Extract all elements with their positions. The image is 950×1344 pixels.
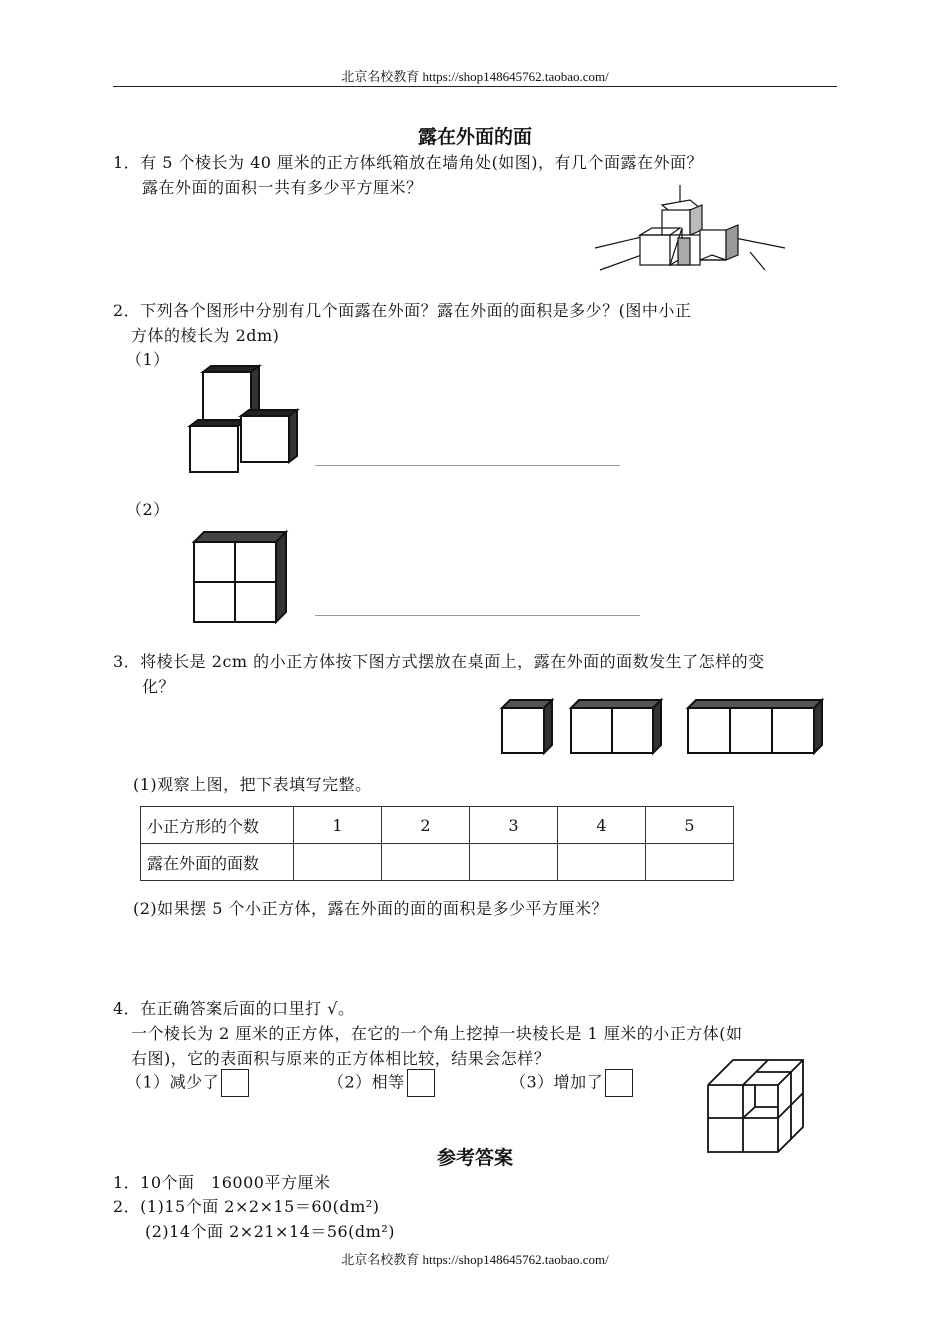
page-header: 北京名校教育 https://shop148645762.taobao.com/ bbox=[341, 69, 609, 84]
q4-option-2-checkbox[interactable] bbox=[407, 1069, 435, 1097]
table-answer-cell[interactable] bbox=[558, 844, 646, 881]
q3-part1: (1)观察上图，把下表填写完整。 bbox=[133, 775, 372, 794]
table-cell: 2 bbox=[382, 807, 470, 844]
table-cell: 1 bbox=[294, 807, 382, 844]
answer-2: 2．(1)15个面 2×2×15＝60(dm²) bbox=[113, 1197, 380, 1216]
q3-line2: 化？ bbox=[142, 677, 176, 696]
q2-answer-line-2 bbox=[315, 615, 640, 616]
q4-option-1[interactable] bbox=[126, 1069, 249, 1097]
page-title: 露在外面的面 bbox=[417, 126, 532, 148]
table-row bbox=[141, 807, 734, 844]
q4-option-3-label: （3）增加了 bbox=[510, 1072, 604, 1092]
q2-sub1-label: （1） bbox=[126, 350, 170, 369]
q2-figure-2 bbox=[190, 530, 290, 625]
q4-cube-figure bbox=[705, 1055, 810, 1157]
q4-option-3-checkbox[interactable] bbox=[605, 1069, 633, 1097]
q2-answer-line-1 bbox=[315, 465, 620, 466]
table-cell: 3 bbox=[470, 807, 558, 844]
q1-line1: 1．有 5 个棱长为 40 厘米的正方体纸箱放在墙角处(如图)，有几个面露在外面？ bbox=[113, 153, 704, 172]
q1-line2: 露在外面的面积一共有多少平方厘米？ bbox=[142, 178, 423, 197]
q4-line1: 4．在正确答案后面的口里打 √。 bbox=[113, 999, 355, 1018]
q4-option-1-label: （1）减少了 bbox=[126, 1072, 220, 1092]
q4-option-2[interactable] bbox=[328, 1069, 435, 1097]
q2-sub2-label: （2） bbox=[126, 500, 170, 519]
q3-cubes-figure bbox=[498, 696, 838, 758]
q2-line2: 方体的棱长为 2dm) bbox=[131, 326, 280, 345]
table-cell: 4 bbox=[558, 807, 646, 844]
q3-line1: 3．将棱长是 2cm 的小正方体按下图方式摆放在桌面上，露在外面的面数发生了怎样的变 bbox=[113, 652, 765, 671]
table-answer-cell[interactable] bbox=[294, 844, 382, 881]
q4-option-3[interactable] bbox=[510, 1069, 633, 1097]
q4-option-1-checkbox[interactable] bbox=[221, 1069, 249, 1097]
q2-figure-1 bbox=[185, 364, 300, 476]
q4-line3: 右图)，它的表面积与原来的正方体相比较，结果会怎样？ bbox=[131, 1049, 551, 1068]
table-answer-cell[interactable] bbox=[646, 844, 734, 881]
page-footer: 北京名校教育 https://shop148645762.taobao.com/ bbox=[341, 1252, 609, 1267]
table-row bbox=[141, 844, 734, 881]
answer-2b: (2)14个面 2×21×14＝56(dm²) bbox=[145, 1222, 395, 1241]
q3-part2: (2)如果摆 5 个小正方体，露在外面的面的面积是多少平方厘米？ bbox=[133, 899, 609, 918]
q2-line1: 2．下列各个图形中分别有几个面露在外面？露在外面的面积是多少？(图中小正 bbox=[113, 301, 692, 320]
table-cell: 5 bbox=[646, 807, 734, 844]
table-answer-cell[interactable] bbox=[382, 844, 470, 881]
table-row-header: 露在外面的面数 bbox=[141, 844, 294, 881]
q3-table bbox=[140, 806, 734, 881]
table-answer-cell[interactable] bbox=[470, 844, 558, 881]
table-row-header: 小正方形的个数 bbox=[141, 807, 294, 844]
answers-title: 参考答案 bbox=[436, 1147, 513, 1169]
answer-1: 1．10个面 16000平方厘米 bbox=[113, 1173, 331, 1192]
header-rule bbox=[113, 86, 837, 87]
q1-corner-boxes-figure bbox=[590, 180, 790, 275]
q4-line2: 一个棱长为 2 厘米的正方体，在它的一个角上挖掉一块棱长是 1 厘米的小正方体(如 bbox=[131, 1024, 743, 1043]
q4-option-2-label: （2）相等 bbox=[328, 1072, 405, 1092]
